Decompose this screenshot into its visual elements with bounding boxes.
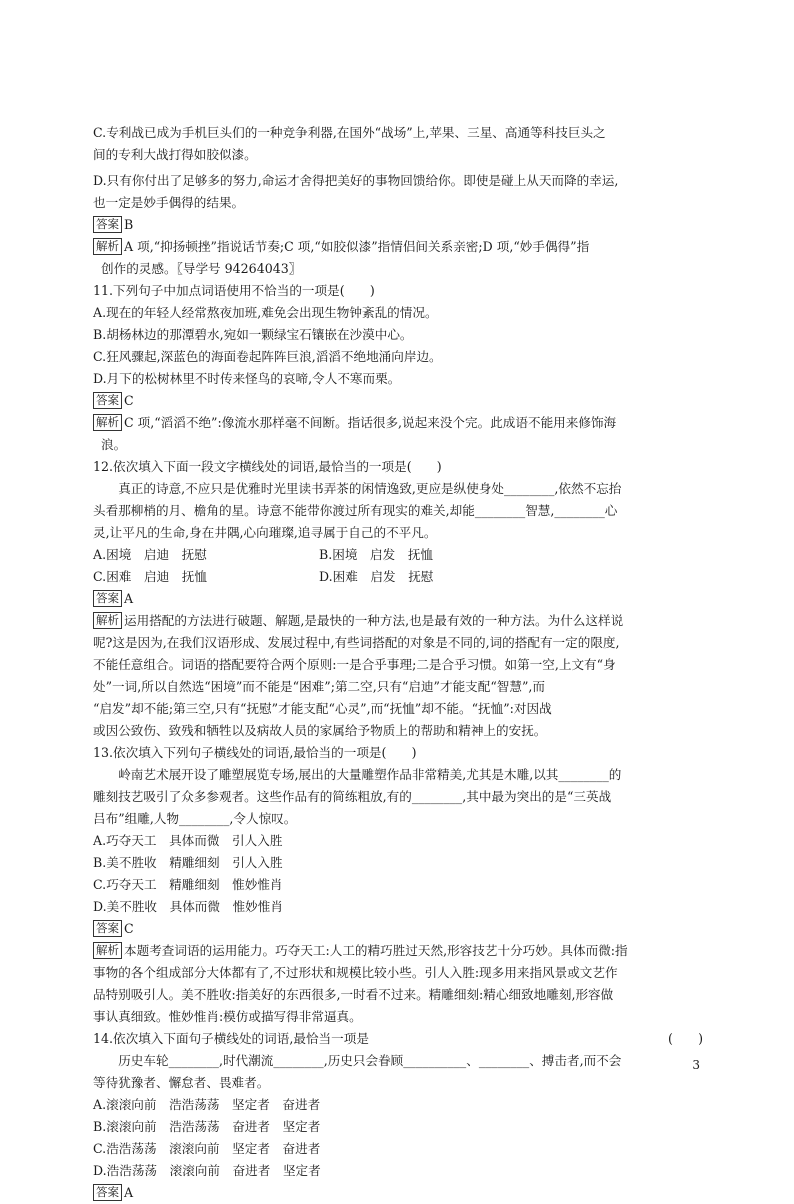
answer-value: A: [124, 591, 134, 606]
q14-answer-bracket: ( ): [667, 1031, 703, 1046]
analysis-text: C 项,“滔滔不绝”:像流水那样毫不间断。指话很多,说起来没个完。此成语不能用来修饰海: [124, 415, 617, 430]
q12-options-row2: [93, 566, 713, 588]
q12-analysis-line1: [93, 610, 713, 632]
answer-value: C: [124, 393, 134, 408]
q11-option-d: D.月下的松树林里不时传来怪鸟的哀啼,令人不寒而栗。: [93, 371, 401, 386]
q13-passage-line1: 岭南艺术展开设了雕塑展览专场,展出的大量雕塑作品非常精美,尤其是木雕,以其________的: [118, 767, 622, 782]
q14-stem: 14.依次填入下面句子横线处的词语,最恰当一项是: [93, 1031, 369, 1046]
q12-answer: [93, 588, 713, 610]
page-number: 3: [692, 1058, 700, 1072]
analysis-tag: 解析: [93, 942, 122, 959]
q12-stem: 12.依次填入下面一段文字横线处的词语,最恰当的一项是( ): [93, 459, 442, 474]
q12-passage-line3: 灵,让平凡的生命,身在井隅,心向璀璨,追寻属于自己的不平凡。: [93, 525, 437, 540]
analysis-text: A 项,“抑扬顿挫”指说话节奏;C 项,“如胶似漆”指情侣间关系亲密;D 项,“妙手偶得”指: [124, 239, 590, 254]
q12-option-b: B.困境 启发 抚恤: [319, 547, 434, 562]
q14-answer: [93, 1182, 713, 1204]
q14-option-c: C.浩浩荡荡 滚滚向前 坚定者 奋进者: [93, 1141, 321, 1156]
q13-analysis-line2: 事物的各个组成部分大体都有了,不过形状和规模比较小些。引人入胜:现多用来指风景或文艺作: [93, 965, 618, 980]
q12-option-c: C.困难 启迪 抚恤: [93, 569, 207, 584]
answer-tag: 答案: [93, 1184, 122, 1201]
q11-analysis-line1: [93, 412, 713, 434]
answer-tag: 答案: [93, 590, 122, 607]
q12-analysis-line6: 或因公致伤、致残和牺牲以及病故人员的家属给予物质上的帮助和精神上的安抚。: [93, 723, 547, 738]
q12-passage-line1: 真正的诗意,不应只是优雅时光里读书弄茶的闲情逸致,更应是纵使身处________,依然不忘抬: [118, 481, 622, 496]
q12-option-a: A.困境 启迪 抚慰: [93, 547, 207, 562]
answer-value: B: [124, 217, 134, 232]
answer-tag: 答案: [93, 392, 122, 409]
analysis-tag: 解析: [93, 238, 122, 255]
q13-stem: 13.依次填入下列句子横线处的词语,最恰当的一项是( ): [93, 745, 417, 760]
q14-passage-line2: 等待犹豫者、懈怠者、畏难者。: [93, 1075, 270, 1090]
q13-passage-line3: 吕布”组雕,人物________,令人惊叹。: [93, 811, 297, 826]
analysis-tag: 解析: [93, 414, 122, 431]
q12-option-d: D.困难 启发 抚慰: [319, 569, 434, 584]
q11-stem: 11.下列句子中加点词语使用不恰当的一项是( ): [93, 283, 375, 298]
q13-analysis-line1: [93, 940, 713, 962]
q12-analysis-line3: 不能任意组合。词语的搭配要符合两个原则:一是合乎事理;二是合乎习惯。如第一空,上文有“身: [93, 657, 616, 672]
q10-analysis-line1: [93, 236, 713, 258]
q10-option-d-line2: 也一定是妙手偶得的结果。: [93, 195, 245, 210]
q13-option-d: D.美不胜收 具体而微 惟妙惟肖: [93, 899, 283, 914]
q12-analysis-line4: 处”一词,所以自然选“困境”而不能是“困难”;第二空,只有“启迪”才能支配“智慧”,而: [93, 679, 546, 694]
q12-analysis-line5: “启发”却不能;第三空,只有“抚慰”才能支配“心灵”,而“抚恤”却不能。“抚恤”:对因战: [93, 701, 552, 716]
q11-option-c: C.狂风骤起,深蓝色的海面卷起阵阵巨浪,滔滔不绝地涌向岸边。: [93, 349, 442, 364]
q14-passage-line1: 历史车轮________,时代潮流________,历史只会眷顾__________、________、搏击者,而不会: [118, 1053, 622, 1068]
q11-option-a: A.现在的年轻人经常熬夜加班,难免会出现生物钟紊乱的情况。: [93, 305, 438, 320]
q10-analysis-line2: 创作的灵感。〖导学号 94264043〗: [101, 261, 302, 276]
q12-options-row1: [93, 544, 713, 566]
answer-value: C: [124, 921, 134, 936]
q10-option-c-line2: 间的专利大战打得如胶似漆。: [93, 147, 257, 162]
answer-tag: 答案: [93, 216, 122, 233]
q10-option-d-line1: D.只有你付出了足够多的努力,命运才舍得把美好的事物回馈给你。即使是碰上从天而降的幸运,: [93, 173, 619, 188]
q14-stem-row: [93, 1028, 713, 1050]
q14-option-d: D.浩浩荡荡 滚滚向前 奋进者 坚定者: [93, 1163, 321, 1178]
q12-passage-line2: 头看那柳梢的月、檐角的星。诗意不能带你渡过所有现实的难关,却能________智慧,________心: [93, 503, 618, 518]
q13-analysis-line3: 品特别吸引人。美不胜收:指美好的东西很多,一时看不过来。精雕细刻:精心细致地雕刻,形容做: [93, 987, 614, 1002]
q10-answer: [93, 214, 713, 236]
q12-analysis-line2: 呢?这是因为,在我们汉语形成、发展过程中,有些词搭配的对象是不同的,词的搭配有一定的限度,: [93, 635, 620, 650]
q13-answer: [93, 918, 713, 940]
q13-analysis-line4: 事认真细致。惟妙惟肖:模仿或描写得非常逼真。: [93, 1009, 362, 1024]
q13-option-b: B.美不胜收 精雕细刻 引人入胜: [93, 855, 283, 870]
q14-option-b: B.滚滚向前 浩浩荡荡 奋进者 坚定者: [93, 1119, 321, 1134]
page-body: [93, 122, 713, 1204]
q10-option-c-line1: C.专利战已成为手机巨头们的一种竞争利器,在国外“战场”上,苹果、三星、高通等科技巨头之: [93, 125, 606, 140]
q13-option-a: A.巧夺天工 具体而微 引人入胜: [93, 833, 283, 848]
q13-passage-line2: 雕刻技艺吸引了众多参观者。这些作品有的简练粗放,有的________,其中最为突出的是“三英战: [93, 789, 612, 804]
analysis-tag: 解析: [93, 612, 122, 629]
answer-tag: 答案: [93, 920, 122, 937]
q11-answer: [93, 390, 713, 412]
q14-option-a: A.滚滚向前 浩浩荡荡 坚定者 奋进者: [93, 1097, 321, 1112]
analysis-text: 本题考查词语的运用能力。巧夺天工:人工的精巧胜过天然,形容技艺十分巧妙。具体而微:指: [124, 943, 628, 958]
answer-value: A: [124, 1185, 134, 1200]
q11-analysis-line2: 浪。: [101, 437, 127, 452]
q13-option-c: C.巧夺天工 精雕细刻 惟妙惟肖: [93, 877, 283, 892]
analysis-text: 运用搭配的方法进行破题、解题,是最快的一种方法,也是最有效的一种方法。为什么这样说: [124, 613, 624, 628]
q11-option-b: B.胡杨林边的那潭碧水,宛如一颗绿宝石镶嵌在沙漠中心。: [93, 327, 413, 342]
